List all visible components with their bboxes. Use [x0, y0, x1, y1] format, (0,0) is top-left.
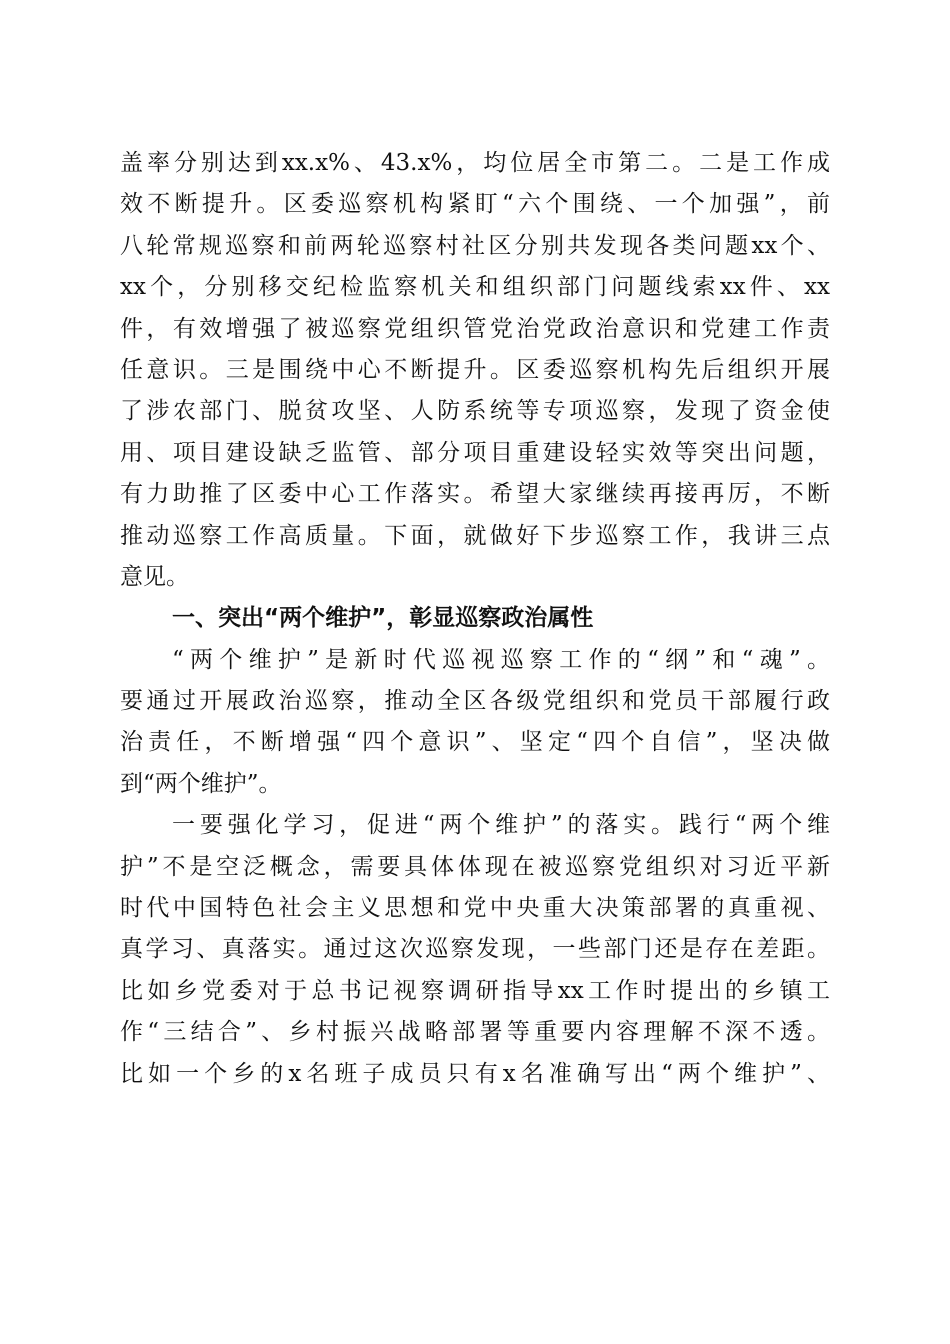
- text-line: 比如乡党委对于总书记视察调研指导xx工作时提出的乡镇工: [120, 977, 830, 1004]
- text-line: 盖率分别达到xx.x%、43.x%，均位居全市第二。二是工作成: [120, 150, 830, 176]
- text-line: 护”不是空泛概念，需要具体体现在被巡察党组织对习近平新: [120, 853, 830, 880]
- text-line: 八轮常规巡察和前两轮巡察村社区分别共发现各类问题xx个、: [120, 232, 830, 259]
- text-line: 作“三结合”、乡村振兴战略部署等重要内容理解不深不透。: [120, 1019, 830, 1046]
- text-line: 要通过开展政治巡察，推动全区各级党组织和党员干部履行政: [120, 688, 830, 715]
- text-line: 件，有效增强了被巡察党组织管党治党政治意识和党建工作责: [120, 315, 830, 342]
- text-line: 任意识。三是围绕中心不断提升。区委巡察机构先后组织开展: [120, 356, 830, 383]
- text-line: 一要强化学习，促进“两个维护”的落实。践行“两个维: [172, 812, 830, 839]
- section-heading: 一、突出“两个维护”，彰显巡察政治属性: [172, 605, 594, 632]
- text-line: 有力助推了区委中心工作落实。希望大家继续再接再厉，不断: [120, 481, 830, 508]
- text-line: 比如一个乡的x名班子成员只有x名准确写出“两个维护”、: [120, 1060, 830, 1087]
- text-line: “两个维护”是新时代巡视巡察工作的“纲”和“魂”。: [172, 646, 830, 673]
- text-line: 效不断提升。区委巡察机构紧盯“六个围绕、一个加强”，前: [120, 191, 830, 218]
- paragraph-two-safeguards: [120, 640, 830, 806]
- text-line: 真学习、真落实。通过这次巡察发现，一些部门还是存在差距。: [120, 936, 830, 963]
- text-line: 意见。: [120, 563, 189, 590]
- text-line: 用、项目建设缺乏监管、部分项目重建设轻实效等突出问题，: [120, 439, 830, 466]
- text-line: 了涉农部门、脱贫攻坚、人防系统等专项巡察，发现了资金使: [120, 398, 830, 425]
- text-line: 时代中国特色社会主义思想和党中央重大决策部署的真重视、: [120, 895, 830, 922]
- text-line: 推动巡察工作高质量。下面，就做好下步巡察工作，我讲三点: [120, 522, 830, 549]
- paragraph-strengthen-study: [120, 805, 830, 1095]
- text-line: 到“两个维护”。: [120, 770, 282, 797]
- text-line: xx个，分别移交纪检监察机关和组织部门问题线索xx件、xx: [120, 274, 830, 301]
- document-page: [120, 143, 830, 1095]
- intro-paragraph: [120, 143, 830, 598]
- text-line: 治责任，不断增强“四个意识”、坚定“四个自信”，坚决做: [120, 729, 830, 756]
